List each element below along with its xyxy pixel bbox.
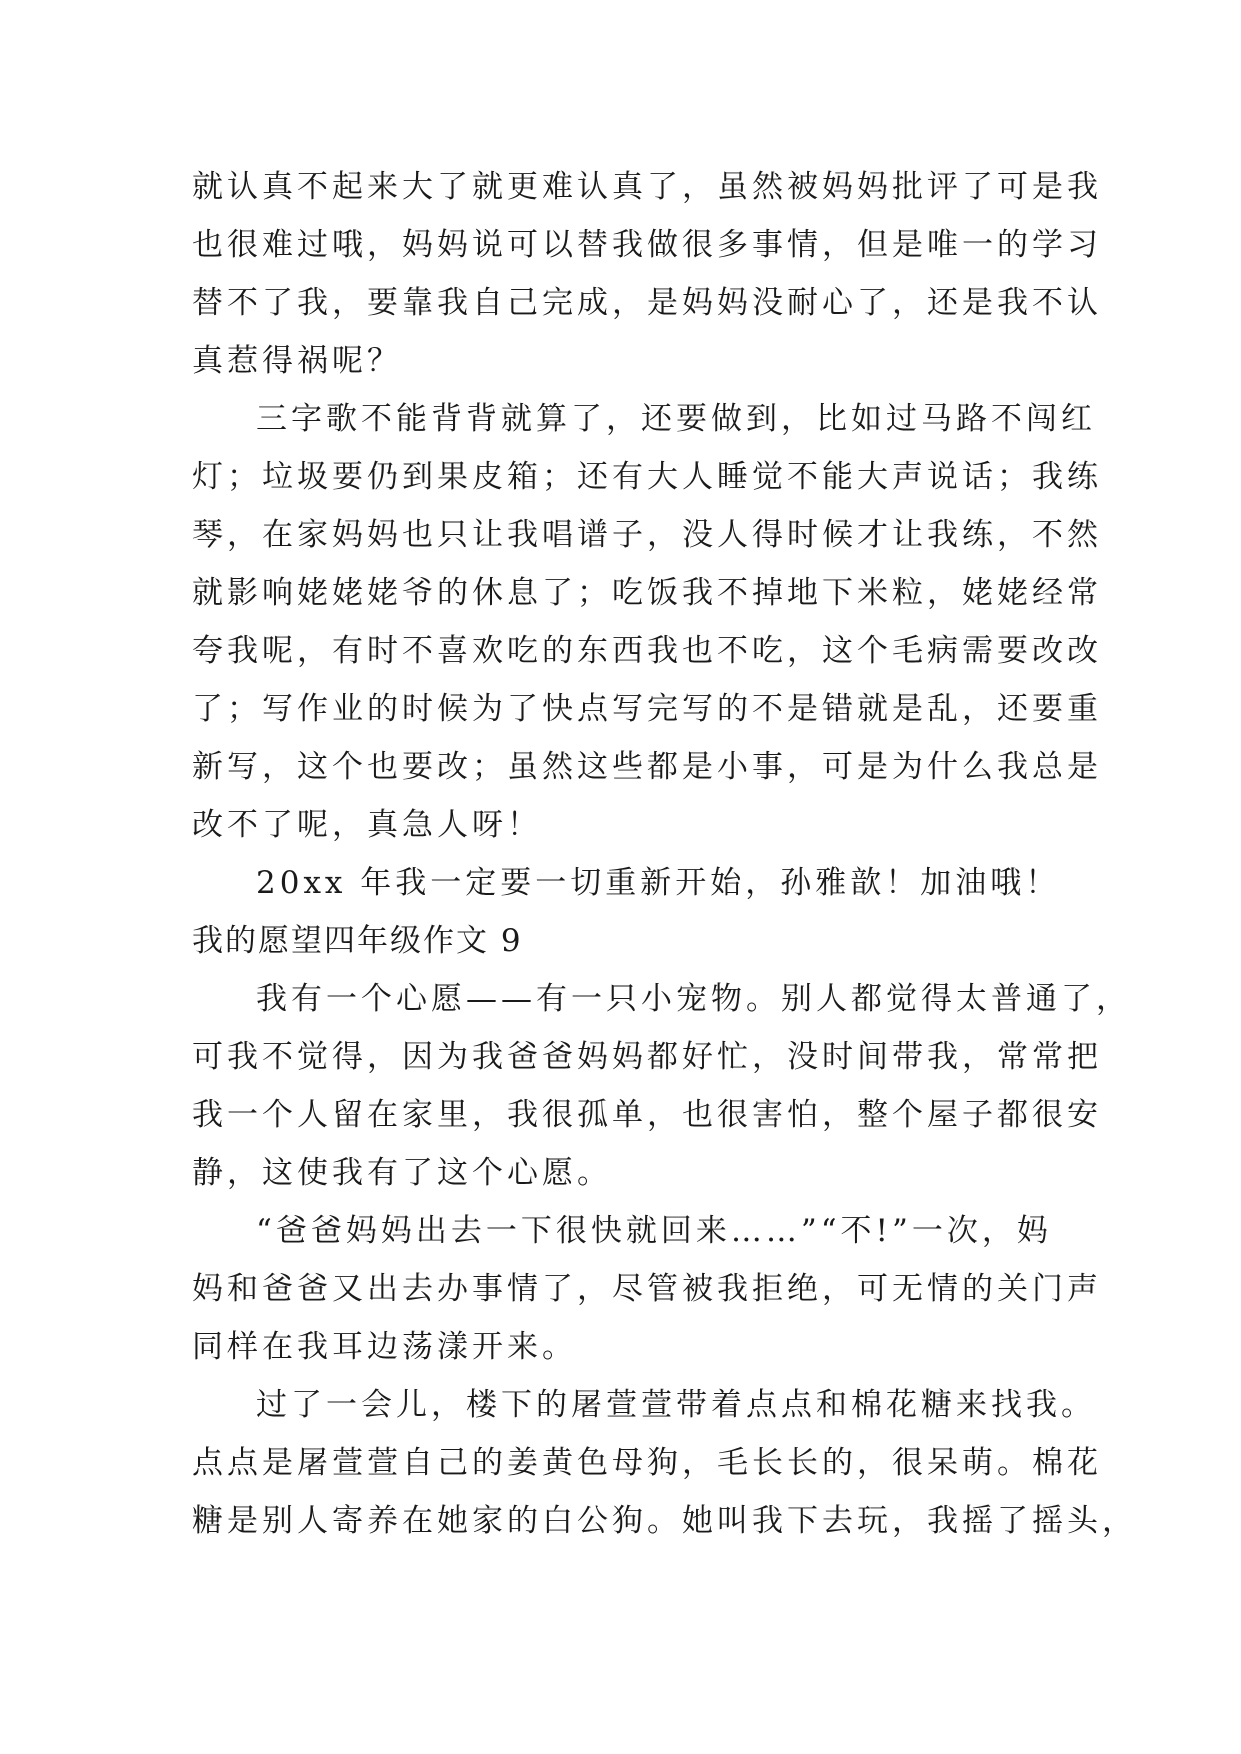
text-line: 改不了呢，真急人呀！ xyxy=(192,807,542,843)
text-line: 新写，这个也要改；虽然这些都是小事，可是为什么我总是 xyxy=(192,749,1102,785)
text-line: 真惹得祸呢？ xyxy=(192,343,402,379)
text-line: 灯；垃圾要仍到果皮箱；还有大人睡觉不能大声说话；我练 xyxy=(192,459,1102,495)
text-line: 就影响姥姥姥爷的休息了；吃饭我不掉地下米粒，姥姥经常 xyxy=(192,575,1102,611)
text-line: 也很难过哦，妈妈说可以替我做很多事情，但是唯一的学习 xyxy=(192,227,1102,263)
text-line: 过了一会儿，楼下的屠萱萱带着点点和棉花糖来找我。 xyxy=(256,1387,1096,1423)
section-heading: 我的愿望四年级作文 9 xyxy=(192,923,523,959)
text-line: 琴，在家妈妈也只让我唱谱子，没人得时候才让我练，不然 xyxy=(192,517,1102,553)
text-line: 20xx 年我一定要一切重新开始，孙雅歆！加油哦！ xyxy=(256,865,1061,901)
text-line: 糖是别人寄养在她家的白公狗。她叫我下去玩，我摇了摇头， xyxy=(192,1503,1137,1539)
text-line: 可我不觉得，因为我爸爸妈妈都好忙，没时间带我，常常把 xyxy=(192,1039,1102,1075)
text-line: 同样在我耳边荡漾开来。 xyxy=(192,1329,577,1365)
text-line: 我一个人留在家里，我很孤单，也很害怕，整个屋子都很安 xyxy=(192,1097,1102,1133)
text-line: 夸我呢，有时不喜欢吃的东西我也不吃，这个毛病需要改改 xyxy=(192,633,1102,669)
text-line: 点点是屠萱萱自己的姜黄色母狗，毛长长的，很呆萌。棉花 xyxy=(192,1445,1102,1481)
text-line: 妈和爸爸又出去办事情了，尽管被我拒绝，可无情的关门声 xyxy=(192,1271,1102,1307)
text-line: 静，这使我有了这个心愿。 xyxy=(192,1155,612,1191)
text-line: 就认真不起来大了就更难认真了，虽然被妈妈批评了可是我 xyxy=(192,169,1102,205)
text-line: “爸爸妈妈出去一下很快就回来……”“不!”一次，妈 xyxy=(256,1213,1052,1249)
text-line: 替不了我，要靠我自己完成，是妈妈没耐心了，还是我不认 xyxy=(192,285,1102,321)
text-line: 我有一个心愿——有一只小宠物。别人都觉得太普通了， xyxy=(256,981,1131,1017)
text-line: 了；写作业的时候为了快点写完写的不是错就是乱，还要重 xyxy=(192,691,1102,727)
text-line: 三字歌不能背背就算了，还要做到，比如过马路不闯红 xyxy=(256,401,1096,437)
document-body xyxy=(192,158,1137,1550)
